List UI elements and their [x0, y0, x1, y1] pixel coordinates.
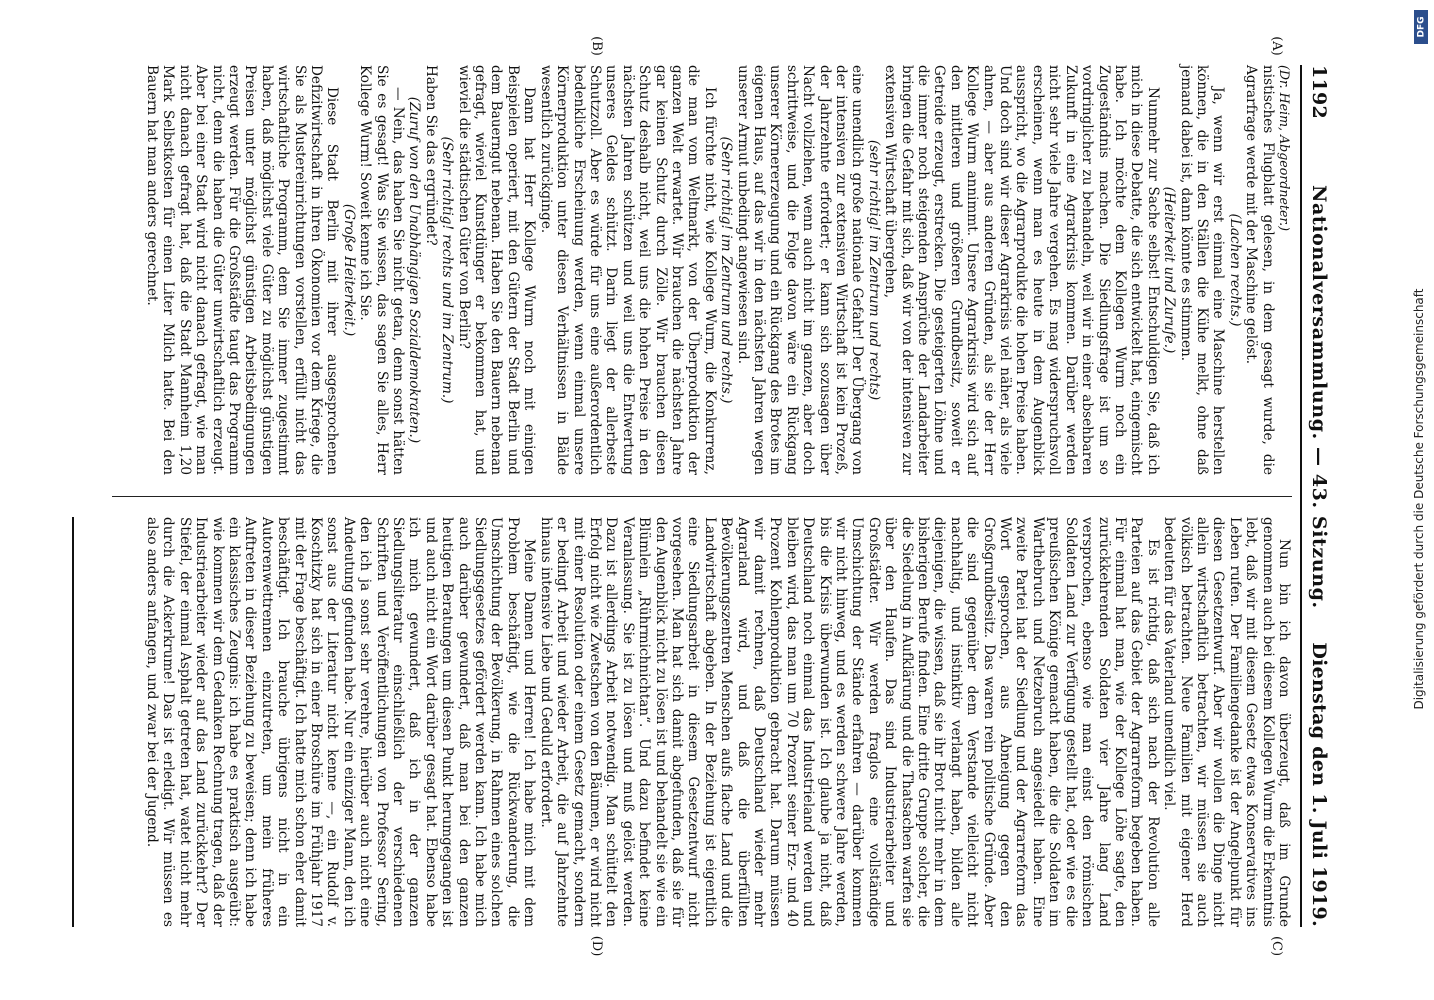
paragraph: Dann hat Herr Kollege Wurm noch mit einigen Beispielen operiert, mit den Gütern der Stadt Berlin und dem Bauerngut nebenan. Haben Sie den Bauern nebenan gefragt, wieviel Kunstdünger er bekommen hat, und wieviel die städtischen Güter von Berlin?	[455, 65, 538, 475]
interjection: (Heiterkeit und Zurufe.)	[1161, 186, 1178, 354]
margin-letter-c: (C)	[1269, 935, 1284, 957]
rotated-page	[52, 35, 1382, 965]
interjection: (Sehr richtig! im Zentrum und rechts.)	[718, 136, 735, 404]
interjection: (Zuruf von den Unabhängigen Sozialdemokraten.)	[406, 96, 423, 444]
interjection: (sehr richtig! im Zentrum und rechts)	[865, 139, 882, 401]
page-number: 1192	[1308, 65, 1330, 120]
paragraph: Nun bin ich davon überzeugt, daß im Grunde genommen auch bei diesem Kollegen Wurm die Erkenntnis lebt, daß wir mit diesem Gesetz etwas Konservatives ins Leben rufen. Der Familiengedanke ist der Angelpunkt für diesen Gesetzentwurf. Aber wir wollen die Dinge nicht allein wirtschaftlich betrachten, wir müssen sie auch völkisch betrachten. Neue Familien mit eigener Herd bedeuten für das Vaterland unendlich viel.	[1161, 517, 1292, 927]
column-divider	[112, 496, 1292, 497]
paragraph: Haben Sie das ergründet?	[422, 65, 439, 246]
paragraph: Nunmehr zur Sache selbst! Entschuldigen Sie, daß ich mich in diese Debatte, die sich entwickelt hat, eingemischt habe. Ich möchte dem Kollegen Wurm noch ein Zugeständnis machen. Die Siedlungsfrage ist um so vordringlicher zu behandeln, weil wir in einer absehbaren Zukunft in eine Agrarkrisis kommen. Darüber werden nicht sehr viele Jahre vergehen. Es mag widerspruchsvoll erscheinen, wenn man es heute in dem Augenblick ausspricht, wo die Agrarprodukte die hohen Preise haben. Und doch sind wir dieser Agrarkrisis viel näher, als viele ahnen, — aber aus anderen Gründen, als sie der Herr Kollege Wurm annimmt. Unsere Agrarkrisis wird sich auf den mittleren und größeren Grundbesitz, soweit er Getreide erzeugt, erstrecken. Die gesteigerten Löhne und die immer noch steigenden Ansprüche der Landarbeiter bringen die Gefahr mit sich, daß wir von der intensiven zur extensiven Wirtschaft übergehen,	[882, 65, 1161, 475]
interjection: (Lachen rechts.)	[1226, 213, 1243, 327]
margin-letter-d: (D)	[589, 935, 604, 957]
session-date: Dienstag den 1. Juli 1919.	[1308, 642, 1330, 927]
paragraph: eine unendlich große nationale Gefahr! Der Übergang von der intensiven zur extensiven Wirtschaft ist kein Prozeß, der Jahrzehnte erfordert; er kann sich sozusagen über Nacht vollziehen, wenn auch nicht im ganzen, aber doch schrittweise, und die Folge davon wäre ein Rückgang unserer Körnererzeugung und ein Rückgang des Brotes im eigenen Haus, auf das wir in den nächsten Jahren wegen unserer Armut unbedingt angewiesen sind.	[734, 65, 866, 475]
page-header	[1304, 65, 1334, 927]
paragraph: Ja, wenn wir erst einmal eine Maschine herstellen können, die in den Ställen die Kühe melkt, ohne daß jemand dabei ist, dann könnte es stimmen.	[1177, 65, 1227, 475]
paragraph: — Nein, das haben Sie nicht getan, denn sonst hätten Sie es gesagt! Was Sie wissen, das sagen Sie alles, Herr Kollege Wurm! Soweit kenne ich Sie.	[357, 65, 407, 475]
paragraph: nistisches Flugblatt gelesen, in dem gesagt wurde, die Agrarfrage werde mit der Maschine gelöst.	[1243, 65, 1276, 475]
dfg-logo	[1414, 10, 1428, 44]
speaker-label: (Dr. Heim, Abgeordneter.)	[1277, 65, 1292, 232]
left-column	[72, 65, 1292, 475]
paragraph: Meine Damen und Herren! Ich habe mich mit dem Problem beschäftigt, wie die Rückwanderung, die Umschichtung der Bevölkerung, in Rahmen eines solchen Siedlungsgesetzes gefördert werden kann. Ich habe mich auch darüber gewundert, daß man bei den ganzen heutigen Beratungen um diesen Punkt herumgegangen ist und auch nicht ein Wort darüber gesagt hat. Ebenso habe ich mich gewundert, daß ich in der ganzen Siedlungsliteratur einschließlich der verschiedenen Schriften und Veröffentlichungen von Professor Sering, den ich ja sonst sehr verehre, hierüber auch nicht eine Andeutung gefunden habe. Nur ein einziger Mann, den ich sonst aus der Literatur nicht kenne —, ein Rudolf v. Koschitzky hat sich in einer Broschüre im Frühjahr 1917 mit der Frage beschäftigt. Ich hatte mich schon eher damit beschäftigt. Ich brauche übrigens nicht in ein Autorenwettrennen einzutreten, um mein früheres Auftreten in dieser Beziehung zu beweisen; denn ich habe ein klassisches Zeugnis: ich habe es praktisch ausgeübt: wie kommen wir dem Gedanken Rechnung tragen, daß der Industriearbeiter wieder auf das Land zurückkehrt? Der Stiefel, der einmal Asphalt getreten hat, watet nicht mehr durch die Ackerkrume! Das ist erledigt. Wir müssen es also anders anfangen, und zwar bei der Jugend.	[143, 517, 538, 927]
paragraph: Diese Stadt Berlin mit ihrer ausgesprochenen Defizitwirtschaft in ihren Ökonomien vor dem Kriege, die Sie als Mustereinrichtungen vorstellen, erfüllt nicht das wirtschaftliche Programm, dem Sie immer zugestimmt haben, daß möglichst viele Güter zu möglichst günstigen Preisen unter möglichst günstigen Arbeitsbedingungen erzeugt werden. Für die Großstädte taugt das Programm nicht, denn die haben die Güter unwirtschaftlich erzeugt. Aber bei einer Stadt wird nicht danach gefragt, wie man nicht danach gefragt hat, daß die Stadt Mannheim 1,20 Mark Selbstkosten für einen Liter Milch hatte. Bei den Bauern hat man anders gerechnet.	[143, 65, 341, 475]
side-credit-strip	[1406, 4, 1432, 994]
session-title: Nationalversammlung. — 43. Sitzung.	[1308, 185, 1330, 609]
interjection: (Große Heiterkeit.)	[340, 203, 357, 337]
document-page	[72, 36, 1334, 957]
column-end-rule	[72, 517, 74, 927]
margin-letter-b: (B)	[589, 36, 604, 56]
margin-letter-a: (A)	[1269, 36, 1284, 56]
interjection: (Sehr richtig! rechts und im Zentrum.)	[439, 136, 456, 404]
right-column	[72, 517, 1292, 927]
digitization-credit: Digitalisierung gefördert durch die Deutsche Forschungsgemeinschaft	[1412, 288, 1426, 710]
dfg-logo-text: DFG	[1416, 16, 1427, 38]
paragraph: Es ist richtig, daß sich nach der Revolution alle Parteien auf das Gebiet der Agrarreform begeben haben. Für einmal hat man, wie der Kollege Löhe sagte, den zurückkehrenden Soldaten vier Jahre lang Land versprochen, ebenso wie man einst den römischen Soldaten Land zur Verfügung gestellt hat, oder wie es die preußischen Könige gemacht haben, die die Soldaten im Warthebruch und Netzebruch angesiedelt haben. Eine zweite Partei hat der Siedlung und der Agrarreform das Wort gesprochen, aus Abneigung gegen den Großgrundbesitz. Das waren rein politische Gründe. Aber die sind gegenüber dem Verstande vielleicht nicht nachhaltig, und instinktiv verlangt haben, bilden alle diejenigen, die wissen, daß sie ihr Brot nicht mehr in dem bisherigen Berufe finden. Eine dritte Gruppe solcher, die die Siedelung in Aufklärung und die Thatsachen warfen sie über den Haufen. Das sind Industriearbeiter und Großstädter. Wir werden fraglos eine vollständige Umschichtung der Stände erfahren — darüber kommen wir nicht hinweg, und es werden schwere Jahre werden, bis die Krisis überwunden ist. Ich glaube ja nicht, daß Deutschland noch einmal das Industrieland werden und bleiben wird, das man um 70 Prozent seiner Erz- und 40 Prozent Kohlenproduktion gebracht hat. Darum müssen wir damit rechnen, daß Deutschland wieder mehr Agrarland wird, und daß die überfüllten Bevölkerungszentren Menschen aufs flache Land und die Landwirtschaft abgeben. In der Beziehung ist eigentlich eine Siedlungsarbeit in diesem Gesetzentwurf nicht vorgesehen. Man hat sich damit abgefunden, daß sie für den Augenblick nicht zu lösen ist und behandelt sie wie ein Blümlein „Rührmichnichtan“. Und dazu befindet keine Veranlassung. Sie ist zu lösen und muß gelöst werden. Dazu ist allerdings Arbeit notwendig. Man schüttelt den Erfolg nicht wie Zwetschen von den Bäumen, er wird nicht mit einer Resolution oder einem Gesetz gemacht, sondern er bedingt Arbeit und wieder Arbeit, die auf Jahrzehnte hinaus intensive Liebe und Geduld erfordert.	[537, 517, 1161, 927]
header-rule	[1300, 65, 1302, 927]
paragraph: Ich fürchte nicht, wie Kollege Wurm, die Konkurrenz, die man vom Weltmarkt, von der Überproduktion der ganzen Welt erwartet. Wir brauchen die nächsten Jahre gar keinen Schutz durch Zölle. Wir brauchen diesen Schutz deshalb nicht, weil uns die hohen Preise in den nächsten Jahren schützen und weil uns die Entwertung unseres Geldes schützt. Darin liegt der allerbeste Schutzzoll. Aber es würde für uns eine außerordentlich bedenkliche Erscheinung werden, wenn einmal unsere Körnerproduktion unter diesen Verhältnissen in Bälde wesentlich zurückginge.	[537, 65, 718, 475]
